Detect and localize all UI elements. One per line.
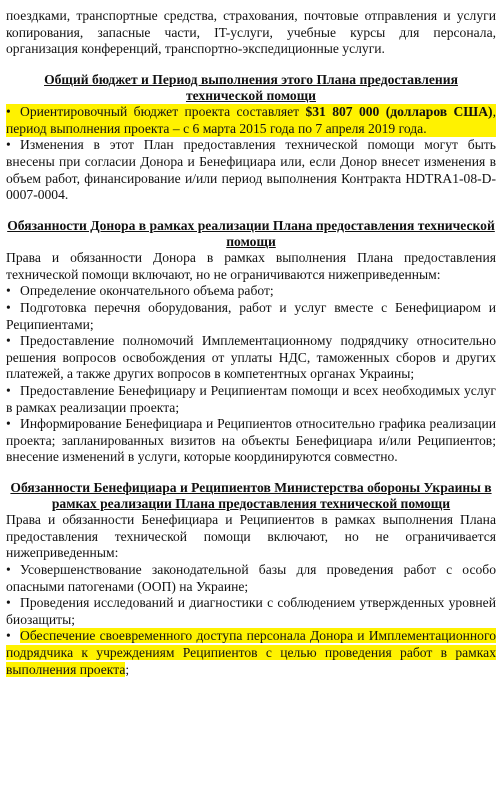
bullet-icon: • <box>6 299 11 315</box>
list-item <box>6 628 496 678</box>
section-heading-donor: Обязанности Донора в рамках реализации Плана предоставления технической помощи <box>7 217 495 249</box>
bullet-icon: • <box>6 333 11 349</box>
list-item-text: Усовершенствование законодательной базы для проведения работ с особо опасными патогенами (ООП) на Украине; <box>6 562 496 594</box>
budget-amount: $31 807 000 (долларов США) <box>305 104 493 120</box>
list-item <box>6 300 496 333</box>
budget-prefix: Ориентировочный бюджет проекта составляет <box>20 104 306 120</box>
section-heading-beneficiary: Обязанности Бенефициара и Реципиентов Министерства обороны Украины в рамках реализации Плана предоставления технической помощи <box>10 479 492 512</box>
list-item-text: Предоставление полномочий Имплементационному подрядчику относительно решения вопросов освобождения от уплаты НДС, таможенных сборов и других платежей, а также других вопросов в компетентных органах Украины; <box>6 333 496 382</box>
budget-bullet <box>6 104 496 137</box>
spacer <box>6 58 496 72</box>
bullet-icon: • <box>6 382 11 398</box>
beneficiary-intro: Права и обязанности Бенефициара и Реципиентов в рамках выполнения Плана предоставления технической помощи включают, но не ограничивается нижеприведенным: <box>6 512 496 561</box>
highlighted-text: Обеспечение своевременного доступа персонала Донора и Имплементационного подрядчика к учреждениям Реципиентов с целью проведения работ в рамках выполнения проекта <box>6 628 496 677</box>
list-item-text: Подготовка перечня оборудования, работ и услуг вместе с Бенефициаром и Реципиентами; <box>6 299 496 332</box>
list-item-text: Предоставление Бенефициару и Реципиентам помощи и всех необходимых услуг в рамках реализации проекта; <box>6 382 496 415</box>
list-item-text: Проведения исследований и диагностики с соблюдением утвержденных уровней биозащиты; <box>6 595 496 627</box>
section-donor-duties <box>6 218 496 466</box>
section-beneficiary-duties <box>6 480 496 678</box>
bullet-icon: • <box>6 595 11 611</box>
spacer <box>6 466 496 480</box>
list-item <box>6 416 496 466</box>
bullet-icon: • <box>6 104 11 120</box>
section-budget <box>6 72 496 204</box>
list-item <box>6 283 496 300</box>
bullet-icon: • <box>6 628 11 644</box>
list-item <box>6 333 496 383</box>
top-paragraph: поездками, транспортные средства, страхования, почтовые отправления и услуги копирования, запасные части, IT-услуги, учебные курсы для персонала, организация конференций, транспортно-экспедиционные услуги. <box>6 8 496 57</box>
list-item-tail: ; <box>125 661 130 677</box>
list-item-text: Информирование Бенефициара и Реципиентов относительно графика реализации проекта; запланированных визитов на объекты Бенефициара и/или Реципиентов; внесение изменений в услуги, которые координируются совместно. <box>6 416 496 465</box>
bullet-icon: • <box>6 283 11 299</box>
donor-intro: Права и обязанности Донора в рамках выполнения Плана предоставления технической помощи включают, но не ограничиваются нижеприведенным: <box>6 250 496 282</box>
changes-bullet <box>6 137 496 203</box>
bullet-icon: • <box>6 416 11 432</box>
changes-text: Изменения в этот План предоставления технической помощи могут быть внесены при согласии Донора и Бенефициара или, если Донор внесет изменения в объем работ, финансирование и/или период выполнения Контракта HDTRA1-08-D-0007-0004. <box>6 137 496 203</box>
budget-period: , период выполнения проекта – с 6 марта 2015 года по 7 апреля 2019 года. <box>6 104 496 136</box>
document-page <box>6 8 496 678</box>
spacer <box>6 204 496 218</box>
list-item <box>6 562 496 595</box>
list-item-text: Определение окончательного объема работ; <box>20 283 274 299</box>
bullet-icon: • <box>6 562 11 578</box>
section-heading-budget: Общий бюджет и Период выполнения этого Плана предоставления технической помощи <box>44 71 458 103</box>
list-item <box>6 595 496 628</box>
bullet-icon: • <box>6 137 11 153</box>
list-item <box>6 383 496 416</box>
